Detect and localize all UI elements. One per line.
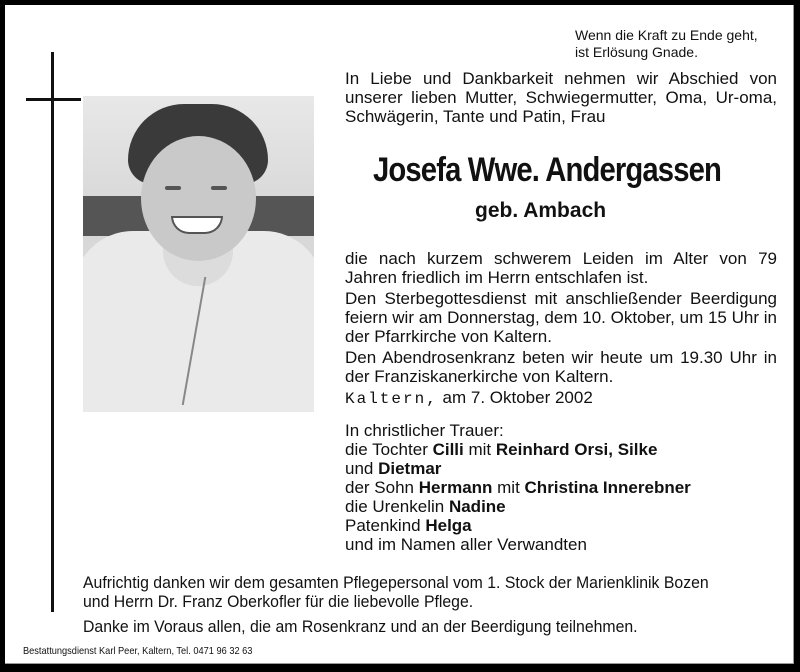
announcement-body [345,249,777,411]
mourner-name: Nadine [448,497,506,516]
photo-eye-left [165,186,181,190]
connector: mit [492,478,525,497]
relation: die Tochter [345,440,433,459]
rosary-text: Den Abendrosenkranz beten wir heute um 19.30 Uhr in der Franziskanerkirche von Kaltern. [345,348,777,386]
motto-line-2: ist Erlösung Gnade. [575,44,698,60]
birth-name: geb. Ambach [475,199,607,222]
mourner-line [345,459,785,478]
mourner-line [345,497,785,516]
funeral-service-footer: Bestattungsdienst Karl Peer, Kaltern, Tel. 0471 96 32 63 [23,645,253,657]
date: am 7. Oktober 2002 [437,388,593,407]
motto [575,27,758,61]
mourner-line: und im Namen aller Verwandten [345,535,587,554]
obituary-notice [5,5,794,664]
mourner-name: Dietmar [378,459,442,478]
photo-eye-right [211,186,227,190]
mourner-line [345,440,785,459]
cross-icon-vertical [51,52,54,612]
connector: und [345,459,379,478]
funeral-service-text: Den Sterbegottesdienst mit anschließender Beerdigung feiern wir am Donnerstag, dem 10. Oktober, um 15 Uhr in der Pfarrkirche von Kaltern. [345,289,777,346]
mourner-name: Reinhard Orsi, Silke [495,440,658,459]
mourners-heading: In christlicher Trauer: [345,421,504,440]
mourner-name: Hermann [418,478,493,497]
mourner-name: Christina Innerebner [524,478,691,497]
mourner-line [345,516,785,535]
deceased-name: Josefa Wwe. Andergassen [373,151,722,189]
photo-face [141,136,256,261]
mourner-name: Cilli [432,440,464,459]
cross-icon-horizontal [26,98,81,101]
thanks-attendees: Danke im Voraus allen, die am Rosenkranz und an der Beerdigung teilnehmen. [83,617,638,636]
connector: mit [463,440,496,459]
thanks-staff: Aufrichtig danken wir dem gesamten Pflegepersonal vom 1. Stock der Marienklinik Bozen und Herrn Dr. Franz Oberkofler für die liebevolle Pflege. [83,573,709,611]
passing-text: die nach kurzem schwerem Leiden im Alter von 79 Jahren friedlich im Herrn entschlafen ist. [345,249,777,287]
thanks-section [83,573,734,642]
motto-line-1: Wenn die Kraft zu Ende geht, [575,27,758,43]
relation: die Urenkelin [345,497,449,516]
mourner-line [345,478,785,497]
portrait-photo [83,96,314,412]
intro-text: In Liebe und Dankbarkeit nehmen wir Abschied von unserer lieben Mutter, Schwiegermutter, Oma, Ur-oma, Schwägerin, Tante und Patin, Frau [345,69,777,126]
relation: der Sohn [345,478,419,497]
place-date [345,388,777,409]
relation: Patenkind [345,516,426,535]
place: Kaltern, [345,390,438,408]
mourners-list [345,421,785,554]
mourner-name: Helga [425,516,472,535]
